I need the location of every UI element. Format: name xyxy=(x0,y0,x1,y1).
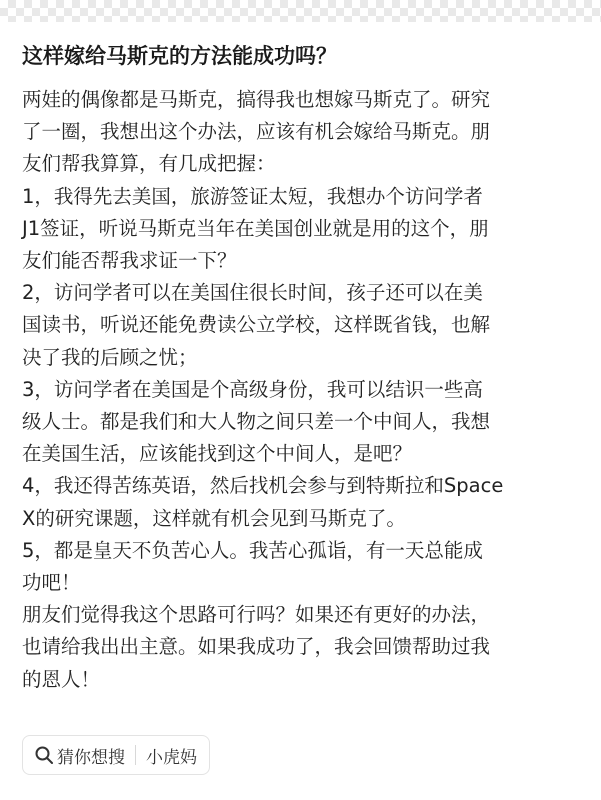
post-body-line: X的研究课题，这样就有机会见到马斯克了。 xyxy=(22,506,406,530)
search-icon xyxy=(34,745,54,765)
post-body-line: 2，访问学者可以在美国住很长时间，孩子还可以在美 xyxy=(22,281,483,305)
post-body-line: 1，我得先去美国，旅游签证太短，我想办个访问学者 xyxy=(22,184,483,208)
post-body-line: 5，都是皇天不负苦心人。我苦心孤诣，有一天总能成 xyxy=(22,538,483,562)
guess-search-button[interactable] xyxy=(34,743,125,768)
chip-divider xyxy=(135,745,136,765)
post-body-line: 4，我还得苦练英语，然后找机会参与到特斯拉和Space xyxy=(22,474,504,498)
post-body-line: 3，访问学者在美国是个高级身份，我可以结识一些高 xyxy=(22,377,483,401)
post-body-line: 在美国生活，应该能找到这个中间人，是吧？ xyxy=(22,442,413,466)
post-body-line: 级人士。都是我们和大人物之间只差一个中间人，我想 xyxy=(22,410,491,434)
post-body-line: J1签证，听说马斯克当年在美国创业就是用的这个，朋 xyxy=(22,216,489,240)
post-body-line: 决了我的后顾之忧； xyxy=(22,345,198,369)
post-title: 这样嫁给马斯克的方法能成功吗？ xyxy=(22,44,337,68)
suggested-topic-link[interactable] xyxy=(146,743,197,768)
post-body-line: 国读书，听说还能免费读公立学校，这样既省钱，也解 xyxy=(22,313,491,337)
post-body-line: 也请给我出出主意。如果我成功了，我会回馈帮助过我 xyxy=(22,635,491,659)
post-body-line: 友们能否帮我求证一下？ xyxy=(22,249,237,273)
post-body-line: 朋友们觉得我这个思路可行吗？如果还有更好的办法， xyxy=(22,603,491,627)
post-body-line: 功吧！ xyxy=(22,571,81,595)
suggested-topic-label: 小虎妈 xyxy=(146,747,197,768)
guess-search-label: 猜你想搜 xyxy=(57,747,125,768)
post-body-line: 友们帮我算算，有几成把握： xyxy=(22,152,276,176)
post-body xyxy=(22,84,584,696)
post-body-line: 了一圈，我想出这个办法，应该有机会嫁给马斯克。朋 xyxy=(22,120,491,144)
top-background-strip xyxy=(0,0,601,22)
post-body-line: 两娃的偶像都是马斯克，搞得我也想嫁马斯克了。研究 xyxy=(22,88,491,111)
search-suggestion-bar xyxy=(22,735,210,775)
post-card xyxy=(0,22,601,800)
post-body-line: 的恩人！ xyxy=(22,667,101,691)
